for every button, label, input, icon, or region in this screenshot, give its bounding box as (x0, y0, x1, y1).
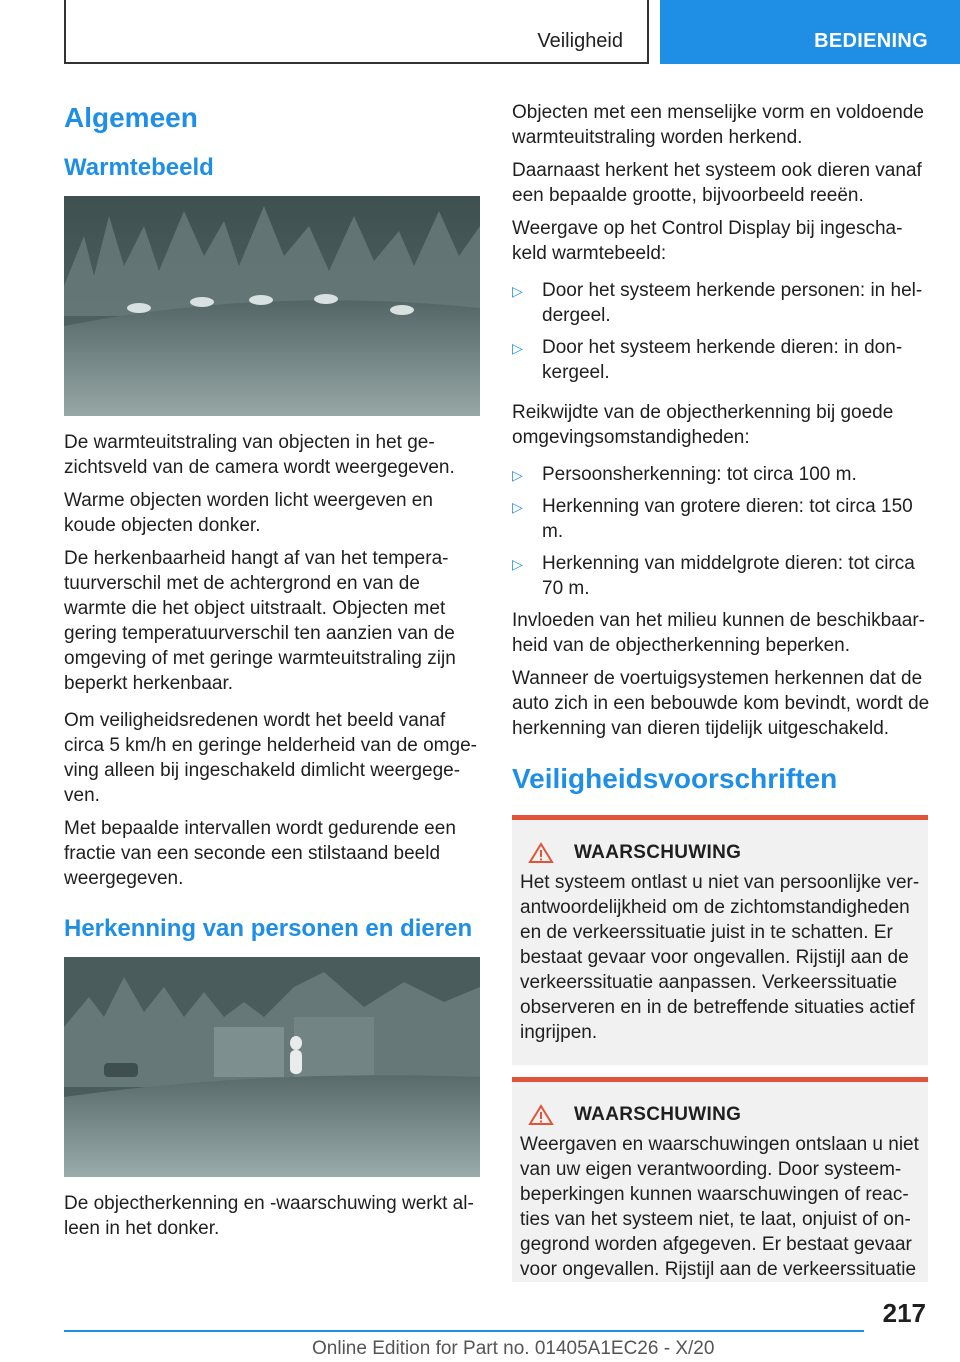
list-item: ▷ Herkenning van grotere dieren: tot circa 150 m. (512, 496, 913, 542)
warning-text: Weergaven en waarschuwingen ontslaan u niet van uw eigen verantwoording. Door systeembeperkingen kunnen waarschuwingen of reacties van het systeem niet, te laat, onjuist of ongegrond worden afgegeven. Er bestaat gevaar voor ongevallen. Rijstijl aan de verkeerssituatie (520, 1134, 919, 1280)
list-ranges (512, 462, 930, 601)
left-column (64, 100, 482, 1241)
paragraph-dark-only: De objectherkenning en -waarschuwing werkt alleen in het donker. (64, 1193, 474, 1239)
header-section-title: Veiligheid (537, 30, 623, 52)
paragraph-animals: Daarnaast herkent het systeem ook dieren vanaf een bepaalde grootte, bijvoorbeeld reeën. (512, 160, 922, 206)
header-section-tab (64, 0, 649, 64)
header-chapter-tab (660, 0, 960, 64)
list-item: ▷ Persoonsherkenning: tot circa 100 m. (512, 462, 930, 487)
heading-safety-rules: Veiligheidsvoorschriften (512, 763, 838, 794)
warning-box-2 (512, 1077, 928, 1282)
warning-box-1 (512, 815, 928, 1065)
thermal-image-person (64, 957, 480, 1177)
triangle-right-icon: ▷ (512, 499, 523, 515)
list-item: ▷ Herkenning van middelgrote dieren: tot circa 70 m. (512, 553, 915, 599)
heading-warmtebeeld: Warmtebeeld (64, 154, 214, 181)
heading-algemeen: Algemeen (64, 102, 198, 133)
right-column (512, 100, 930, 1282)
paragraph-control-display: Weergave op het Control Display bij ingeschakeld warmtebeeld: (512, 218, 903, 264)
triangle-right-icon: ▷ (512, 340, 523, 356)
warning-title: WAARSCHUWING (574, 1104, 742, 1125)
paragraph-human-shape: Objecten met een menselijke vorm en voldoende warmteuitstraling worden herkend. (512, 102, 924, 148)
triangle-right-icon: ▷ (512, 283, 523, 299)
paragraph-warm-cold: Warme objecten worden licht weergeven en koude objecten donker. (64, 490, 433, 536)
footer-divider (64, 1330, 864, 1332)
thermal-image-animals (64, 196, 480, 416)
warning-triangle-icon (528, 1104, 554, 1126)
page-number: 217 (882, 1298, 926, 1328)
paragraph-built-up-area: Wanneer de voertuigsystemen herkennen dat de auto zich in een bebouwde kom bevindt, wordt de herkenning van dieren tijdelijk uitgeschakeld. (512, 668, 930, 739)
triangle-right-icon: ▷ (512, 556, 523, 572)
warning-title: WAARSCHUWING (574, 842, 742, 863)
paragraph-still-image: Met bepaalde intervallen wordt gedurende een fractie van een seconde een stilstaand beeld weergegeven. (64, 818, 456, 889)
paragraph-thermal-radiation: De warmteuitstraling van objecten in het gezichtsveld van de camera wordt weergegeven. (64, 432, 455, 478)
list-item: ▷ Door het systeem herkende dieren: in donkergeel. (512, 337, 903, 383)
heading-person-animal-detection: Herkenning van personen en dieren (64, 915, 473, 942)
warning-text: Het systeem ontlast u niet van persoonlijke verantwoordelijkheid om de zichtomstandigheden en de verkeerssituatie juist in te schatten. Er bestaat gevaar voor ongevallen. Rijstijl aan de verkeerssituatie aanpassen. Verkeerssituatie observeren en in de betreffende situaties actief ingrijpen. (520, 872, 920, 1043)
list-item: ▷ Door het systeem herkende personen: in heldergeel. (512, 280, 923, 326)
header-chapter-title: BEDIENING (814, 30, 928, 52)
paragraph-safety-display: Om veiligheidsredenen wordt het beeld vanaf circa 5 km/h en geringe helderheid van de omgeving alleen bij ingeschakeld dimlicht weergegeven. (64, 710, 477, 806)
triangle-right-icon: ▷ (512, 467, 523, 483)
list-display-colors (512, 278, 930, 385)
warning-triangle-icon (528, 842, 554, 864)
paragraph-range: Reikwijdte van de objectherkenning bij goede omgevingsomstandigheden: (512, 402, 894, 448)
paragraph-recognisability: De herkenbaarheid hangt af van het temperatuurverschil met de achtergrond en van de warmte die het object uitstraalt. Objecten met gering temperatuurverschil ten aanzien van de omgeving of met geringe warmteuitstraling zijn beperkt herkenbaar. (64, 548, 456, 694)
footer-edition: Online Edition for Part no. 01405A1EC26 - X/20 (312, 1338, 715, 1359)
paragraph-environment: Invloeden van het milieu kunnen de beschikbaarheid van de objectherkenning beperken. (512, 610, 925, 656)
